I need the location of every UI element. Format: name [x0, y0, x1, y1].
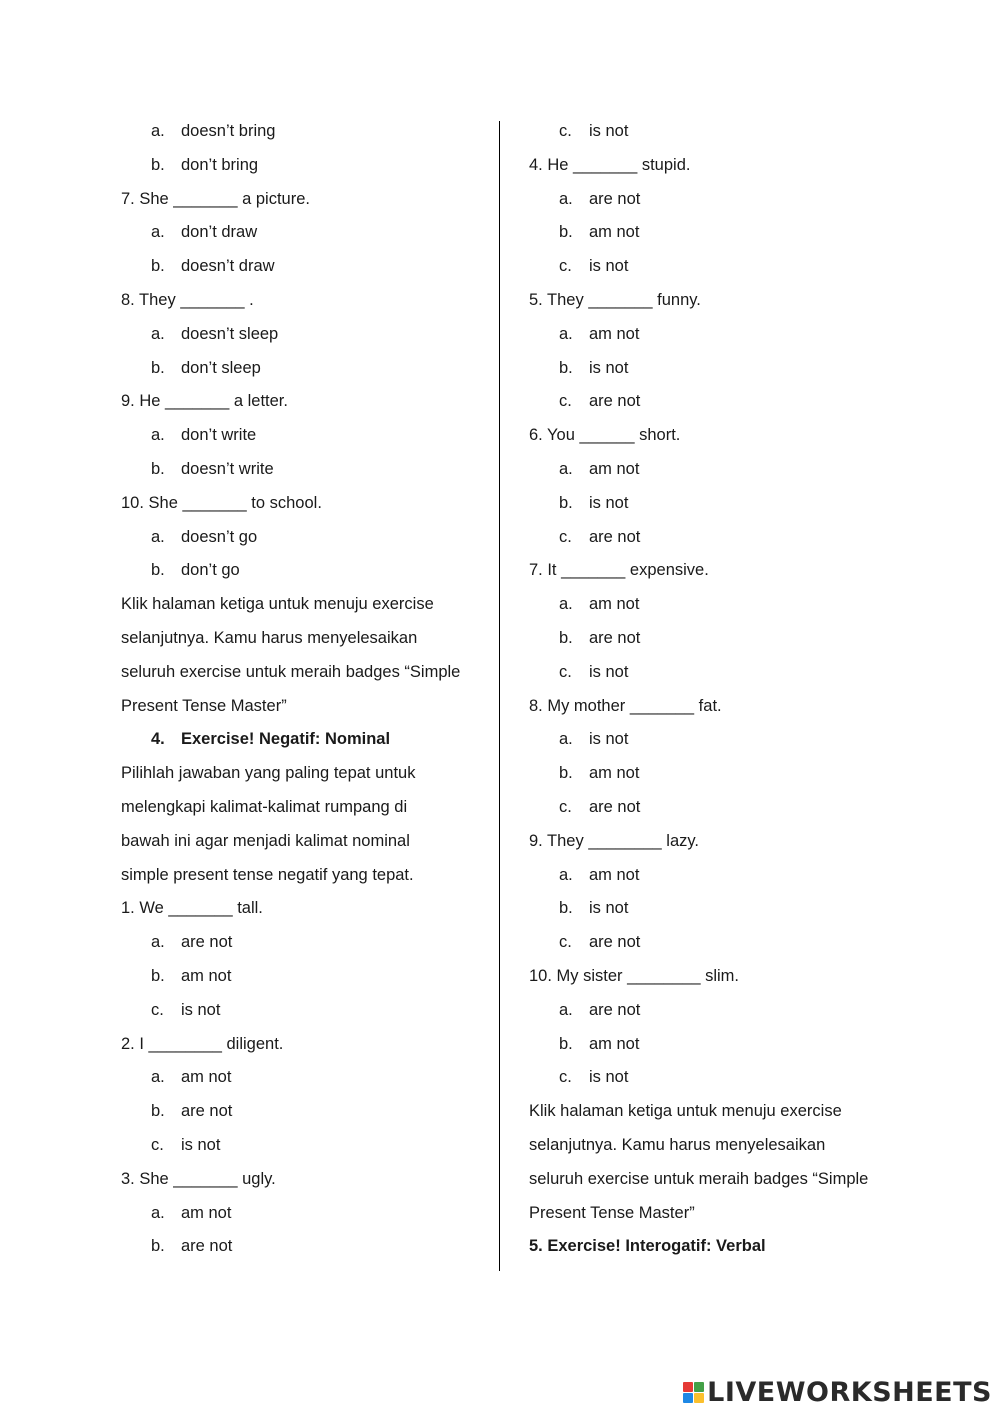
option[interactable]: c. are not: [559, 797, 641, 816]
option[interactable]: a. don’t write: [151, 426, 257, 445]
option[interactable]: a. are not: [151, 933, 233, 952]
option[interactable]: c. is not: [151, 1000, 221, 1019]
question-text: 10. My sister ________ slim.: [529, 966, 740, 985]
option[interactable]: a. am not: [559, 324, 640, 343]
option[interactable]: a. is not: [559, 730, 629, 749]
option[interactable]: c. are not: [559, 933, 641, 952]
section-heading: 4. Exercise! Negatif: Nominal: [151, 730, 391, 749]
option[interactable]: b. is not: [559, 358, 629, 377]
section-instructions: Pilihlah jawaban yang paling tepat untuk melengkapi kalimat-kalimat rumpang di bawah ini agar menjadi kalimat nominal simple present tense negatif yang tepat.: [121, 764, 416, 884]
question-text: 8. My mother _______ fat.: [529, 696, 722, 715]
option[interactable]: b. doesn’t write: [151, 459, 274, 478]
question-text: 2. I ________ diligent.: [121, 1034, 284, 1053]
option[interactable]: a. doesn’t go: [151, 527, 258, 546]
option[interactable]: c. is not: [559, 1068, 629, 1087]
option[interactable]: b. am not: [559, 1034, 640, 1053]
option[interactable]: b. am not: [151, 966, 232, 985]
option[interactable]: a. don’t draw: [151, 223, 258, 242]
option[interactable]: a. are not: [559, 1000, 641, 1019]
option[interactable]: b. don’t go: [151, 561, 240, 580]
option[interactable]: c. are not: [559, 527, 641, 546]
question-text: 7. It _______ expensive.: [529, 561, 709, 580]
question-text: 9. He _______ a letter.: [121, 392, 288, 411]
question-text: 7. She _______ a picture.: [121, 189, 310, 208]
option[interactable]: a. doesn’t bring: [151, 122, 276, 140]
section-heading: 5. Exercise! Interogatif: Verbal: [529, 1237, 766, 1256]
option[interactable]: a. am not: [151, 1068, 232, 1087]
question-text: 5. They _______ funny.: [529, 290, 701, 309]
option[interactable]: b. is not: [559, 899, 629, 918]
option[interactable]: b. am not: [559, 764, 640, 783]
option[interactable]: c. are not: [559, 392, 641, 411]
option[interactable]: a. am not: [559, 865, 640, 884]
option[interactable]: b. don’t bring: [151, 155, 259, 174]
logo-squares-icon: [683, 1382, 704, 1403]
left-column: [121, 115, 491, 1264]
option[interactable]: a. am not: [559, 459, 640, 478]
option[interactable]: a. am not: [559, 595, 640, 614]
question-text: 1. We _______ tall.: [121, 899, 263, 918]
question-text: 6. You ______ short.: [529, 426, 681, 445]
question-text: 3. She _______ ugly.: [121, 1169, 276, 1188]
option[interactable]: b. am not: [559, 223, 640, 242]
option[interactable]: c. is not: [559, 662, 629, 681]
option[interactable]: a. doesn’t sleep: [151, 324, 279, 343]
column-divider: [499, 121, 500, 1271]
option[interactable]: c. is not: [559, 122, 629, 140]
option[interactable]: b. are not: [559, 628, 641, 647]
right-column: [529, 115, 929, 1264]
question-text: 8. They _______ .: [121, 290, 254, 309]
option[interactable]: c. is not: [151, 1135, 221, 1154]
liveworksheets-logo: [683, 1377, 992, 1407]
option[interactable]: b. don’t sleep: [151, 358, 261, 377]
option[interactable]: b. are not: [151, 1237, 233, 1256]
option[interactable]: a. are not: [559, 189, 641, 208]
option[interactable]: b. are not: [151, 1102, 233, 1121]
instruction-note: Klik halaman ketiga untuk menuju exercise selanjutnya. Kamu harus menyelesaikan seluruh exercise untuk meraih badges “Simple Present Tense Master”: [121, 595, 461, 715]
question-text: 4. He _______ stupid.: [529, 155, 691, 174]
option[interactable]: a. am not: [151, 1203, 232, 1222]
brand-name: LIVEWORKSHEETS: [707, 1376, 992, 1408]
question-text: 9. They ________ lazy.: [529, 831, 700, 850]
option[interactable]: b. doesn’t draw: [151, 257, 275, 276]
option[interactable]: c. is not: [559, 257, 629, 276]
instruction-note: Klik halaman ketiga untuk menuju exercise selanjutnya. Kamu harus menyelesaikan seluruh exercise untuk meraih badges “Simple Present Tense Master”: [529, 1102, 869, 1222]
option[interactable]: b. is not: [559, 493, 629, 512]
question-text: 10. She _______ to school.: [121, 493, 322, 512]
